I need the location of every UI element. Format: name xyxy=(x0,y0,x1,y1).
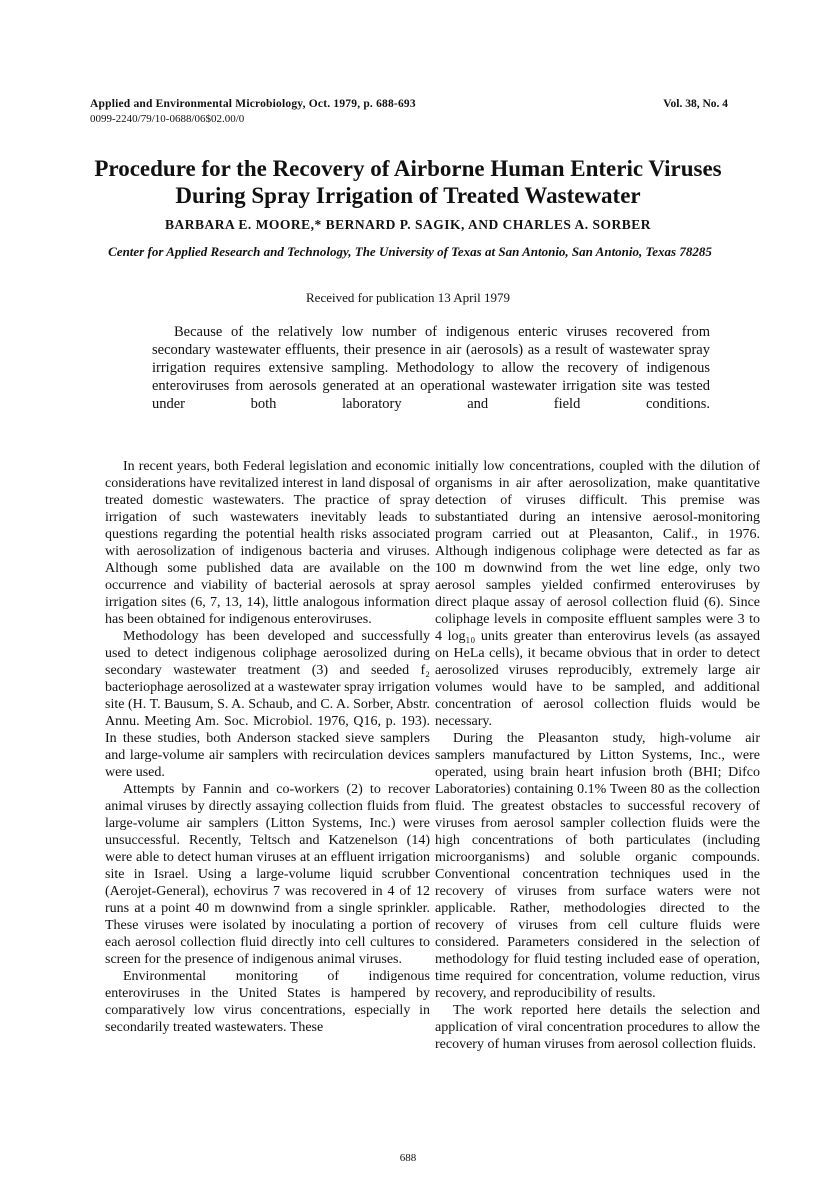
paragraph: During the Pleasanton study, high-volume air samplers manufactured by Litton Systems, Inc., were operated, using brain heart infusion broth (BHI; Difco Laboratories) containing 0.1% Tween 80 as the collection fluid. The greatest obstacles to successful recovery of viruses from aerosol sampler collection fluids were the high concentrations of both particulates (including microorganisms) and soluble organic compounds. Conventional concentration techniques used in the recovery of viruses from surface waters were not applicable. Rather, methodologies directed to the recovery of viruses from cell culture fluids were considered. Parameters considered in the selection of methodology for fluid testing included ease of operation, time required for concentration, volume reduction, virus recovery, and reproducibility of results. xyxy=(435,731,760,1001)
paragraph: initially low concentrations, coupled with the dilution of organisms in air after aerosolization, make quantitative detection of viruses difficult. This premise was substantiated during an intensive aerosol-monitoring program carried out at Pleasanton, Calif., in 1976. Although indigenous coliphage were detected as far as 100 m downwind from the wet line edge, only two aerosol samples yielded confirmed enteroviruses by direct plaque assay of aerosol collection fluid (6). Since coliphage levels in composite effluent samples were 3 to 4 log₁₀ units greater than enterovirus levels (as assayed on HeLa cells), it became obvious that in order to detect aerosolized viruses reproducibly, extremely large air volumes would have to be sampled, and additional concentration of aerosol collection fluids would be necessary. xyxy=(435,459,760,729)
received-date: Received for publication 13 April 1979 xyxy=(306,290,510,305)
body-column-right xyxy=(435,458,760,1053)
journal-citation: Applied and Environmental Microbiology, Oct. 1979, p. 688-693 xyxy=(90,98,416,110)
issn-code: 0099-2240/79/10-0688/06$02.00/0 xyxy=(90,113,245,125)
affiliation: Center for Applied Research and Technology, The University of Texas at San Antonio, San Antonio, Texas 78285 xyxy=(108,244,712,259)
paragraph: The work reported here details the selection and application of viral concentration procedures to allow the recovery of human viruses from aerosol collection fluids. xyxy=(435,1003,760,1052)
article-title: Procedure for the Recovery of Airborne Human Enteric Viruses During Spray Irrigation of Treated Wastewater xyxy=(94,156,722,208)
paragraph: Methodology has been developed and successfully used to detect indigenous coliphage aerosolized during secondary wastewater treatment (3) and seeded f₂ bacteriophage aerosolized at a wastewater spray irrigation site (H. T. Bausum, S. A. Schaub, and C. A. Sorber, Abstr. Annu. Meeting Am. Soc. Microbiol. 1976, Q16, p. 193). In these studies, both Anderson stacked sieve samplers and large-volume air samplers with recirculation devices were used. xyxy=(105,629,430,780)
page-number: 688 xyxy=(399,1152,417,1164)
abstract: Because of the relatively low number of indigenous enteric viruses recovered from secondary wastewater effluents, their presence in air (aerosols) as a result of wastewater spray irrigation requires extensive sampling. Methodology to allow the recovery of indigenous enteroviruses from aerosols generated at an operational wastewater irrigation site was tested under both laboratory and field conditions. xyxy=(152,324,710,412)
paragraph: Attempts by Fannin and co-workers (2) to recover animal viruses by directly assaying collection fluids from large-volume air samplers (Litton Systems, Inc.) were unsuccessful. Recently, Teltsch and Katzenelson (14) were able to detect human viruses at an effluent irrigation site in Israel. Using a large-volume liquid scrubber (Aerojet-General), echovirus 7 was recovered in 4 of 12 runs at a point 40 m downwind from a single sprinkler. These viruses were isolated by inoculating a portion of each aerosol collection fluid directly into cell cultures to screen for the presence of indigenous animal viruses. xyxy=(105,782,430,967)
author-list: BARBARA E. MOORE,* BERNARD P. SAGIK, AND CHARLES A. SORBER xyxy=(164,217,652,232)
paragraph: In recent years, both Federal legislation and economic considerations have revitalized interest in land disposal of treated domestic wastewaters. The practice of spray irrigation of such wastewaters inevitably leads to questions regarding the potential health risks associated with aerosolization of indigenous bacteria and viruses. Although some published data are available on the occurrence and viability of bacterial aerosols at spray irrigation sites (6, 7, 13, 14), little analogous information has been obtained for indigenous enteroviruses. xyxy=(105,459,430,627)
volume-issue: Vol. 38, No. 4 xyxy=(663,98,728,110)
paragraph: Environmental monitoring of indigenous enteroviruses in the United States is hampered by comparatively low virus concentrations, especially in secondarily treated wastewaters. These xyxy=(105,969,430,1035)
body-column-left xyxy=(105,458,430,1036)
